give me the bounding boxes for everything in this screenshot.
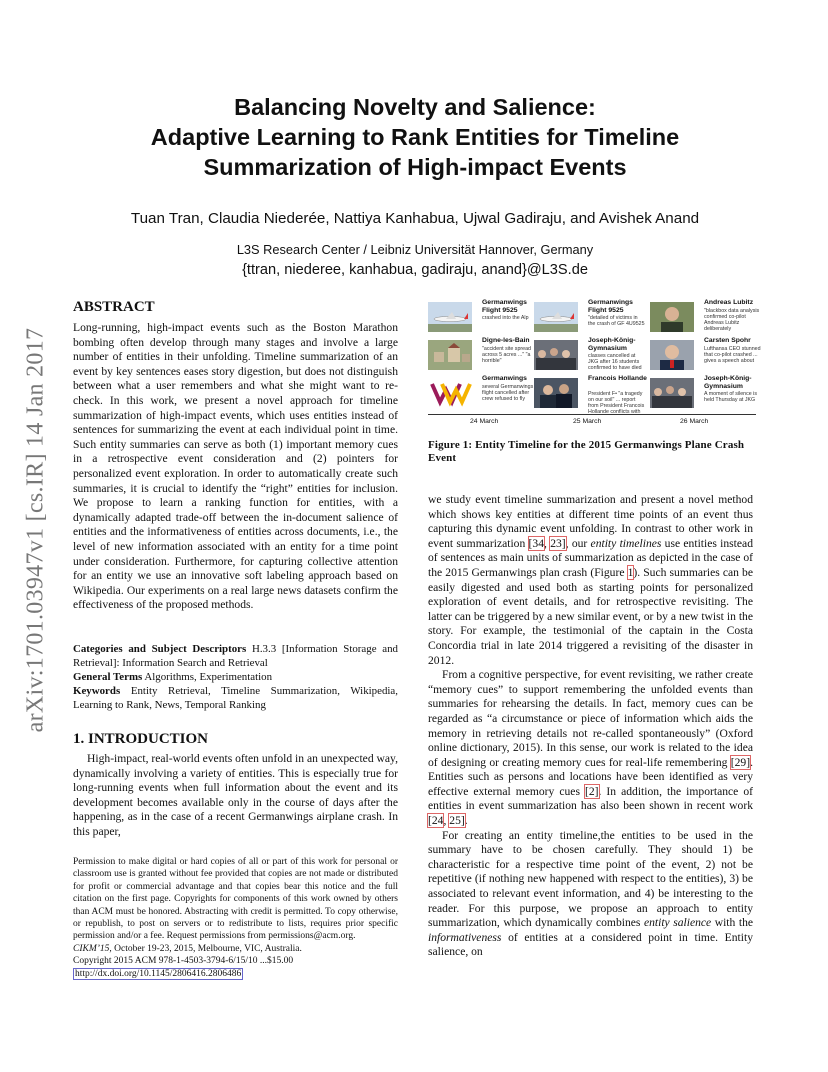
entity-name: Francois Hollande: [588, 375, 647, 382]
entity-thumbnail-logo: [428, 378, 472, 408]
entity-snippet: crashed into the Alp: [482, 315, 529, 321]
venue-text: October 19-23, 2015, Melbourne, VIC, Australia.: [111, 943, 302, 954]
citation-23[interactable]: 23]: [550, 536, 566, 550]
date-label-26: 26 March: [680, 418, 709, 425]
authors: Tuan Tran, Claudia Niederée, Nattiya Kanhabua, Ujwal Gadiraju, and Avishek Anand: [130, 210, 700, 227]
entity-snippet: President F• "a tragedy on our soil" ... report from President Francois Hollande conflicts with: [588, 391, 645, 415]
title-line-3: Summarization of High-impact Events: [203, 154, 627, 180]
entity-snippet: Lufthansa CEO stunned that co-pilot crashed ... gives a speech about: [704, 346, 761, 364]
categories-label: Categories and Subject Descriptors: [73, 643, 247, 655]
keywords-line: [73, 684, 398, 712]
entity-name: Germanwings: [482, 375, 527, 382]
entity-thumbnail-plane: [428, 302, 472, 332]
entity-name: Andreas Lubitz: [704, 299, 754, 306]
emphasis-informativeness: informativeness: [428, 930, 502, 944]
entity-card: [428, 298, 536, 336]
venue-label: CIKM’15,: [73, 943, 112, 954]
entity-thumbnail-person2: [650, 340, 694, 370]
keywords-label: Keywords: [73, 685, 121, 697]
categories-block: [73, 642, 398, 712]
entity-card: [650, 298, 758, 336]
entity-card: [650, 336, 761, 374]
emails: {ttran, niederee, kanhabua, gadiraju, anand}@L3S.de: [242, 262, 588, 278]
keywords-text: Entity Retrieval, Timeline Summarization, Wikipedia, Learning to Rank, News, Temporal Ranking: [73, 685, 398, 711]
entity-thumbnail-crowd: [534, 340, 578, 370]
entity-card: [650, 374, 758, 412]
paragraph-1: we study event timeline summarization and present a novel method which shows key entities at different time points of an event thus capturing this dynamic event unfolding. In contrast to other work in event summarization [34, 23], our entity timelines use entities instead of sentences as main units of summarization as depicted in the case of the 2015 Germanwings plan crash (Figure 1). Such summaries can be easily digested and used both as starting points for personalized exploration of event details, and for retrospective revisiting. The latter can be triggered by a new similar event, or by a new twist in the story. For example, the testimonial of the captain in the Costa Concordia trial in late 2014 triggered a revisiting of the disaster in 2012.: [428, 493, 753, 667]
entity-snippet: "detailed of victims in the crash of GF 4U9525: [588, 315, 645, 327]
figure-caption: Figure 1: Entity Timeline for the 2015 Germanwings Plane Crash Event: [428, 439, 745, 465]
abstract-text: Long-running, high-impact events such as the Boston Marathon bombing often develop through many stages and involve a large number of entities in their unfolding. Timeline summarization of an event by key sentences eases story digestion, but does not distinguish between what a user remembers and what she might want to re-check. In this work, we present a novel approach for timeline summarization of high-impact events, which uses entities instead of sentences for summarizing the event at each individual point in time. Such entity summaries can serve as both (1) important memory cues in a retrospective event consideration and (2) pointers for personalized event exploration. In order to automatically create such summaries, it is crucial to identify the “right” entities for inclusion. We propose to learn a ranking function for entities, with a dynamically adapted trade-off between the in-document salience of entities and the informativeness of entities across documents, i.e., the level of new information associated with an entity for a time point under consideration. Furthermore, for capturing collective attention for an entity we use an innovative soft labeling approach based on Wikipedia. Our experiments on a real large news datasets confirm the effectiveness of the proposed methods.: [73, 321, 398, 612]
emphasis-entity-timelines: entity timelines: [590, 536, 662, 550]
entity-thumbnail-person: [650, 302, 694, 332]
date-label-24: 24 March: [470, 418, 499, 425]
citation-34[interactable]: [34: [528, 536, 545, 550]
entity-snippet: "blackbox data analysis confirmed co-pilot Andreas Lubitz deliberately: [704, 308, 760, 332]
entity-card: [428, 336, 536, 374]
entity-name: Joseph-König-Gymnasium: [588, 337, 636, 352]
permission-footnote: [73, 856, 398, 980]
entity-card: [534, 374, 647, 415]
title-line-1: Balancing Novelty and Salience:: [234, 94, 596, 120]
abstract-heading: ABSTRACT: [73, 299, 155, 315]
entity-thumbnail-people: [534, 378, 578, 408]
entity-thumbnail-town: [428, 340, 472, 370]
general-terms-line: [73, 670, 398, 684]
entity-card: [534, 298, 645, 336]
entity-name: Digne-les-Bain: [482, 337, 530, 344]
citation-25[interactable]: 25]: [449, 814, 465, 828]
categories-text: H.3.3 [Information Storage and Retrieval]: Information Search and Retrieval: [73, 643, 398, 669]
entity-card: [428, 374, 536, 412]
citation-24[interactable]: [24: [428, 814, 444, 828]
entity-card: [534, 336, 642, 374]
entity-snippet: several Germanwings flight cancelled after crew refused to fly: [482, 384, 534, 402]
entity-snippet: "accident site spread across 5 acres ..." "a horrible": [482, 346, 531, 364]
venue-line: [73, 943, 398, 955]
copyright-line: Copyright 2015 ACM 978-1-4503-3794-6/15/10 ...$15.00: [73, 956, 294, 967]
entity-timeline-figure: [428, 298, 761, 426]
entity-name: Carsten Spohr: [704, 337, 751, 344]
right-column-text: [428, 493, 753, 960]
paragraph-2: From a cognitive perspective, for event revisiting, we rather create “memory cues” to support remembering the unfolded events than summaries for rehearsing the details. In fact, memory cues can be regarded as “a circumstance or piece of information which aids the memory in retrieving details not re-called spontaneously” (Oxford online dictionary, 2015). In this sense, our work is related to the idea of designing or creating memory cues for real-life remembering [29]. Entities such as persons and locations have been identified as very effective external memory cues [2]. In addition, the importance of entities in event summarization has also been shown in recent work [24, 25].: [428, 668, 753, 828]
doi-link[interactable]: http://dx.doi.org/10.1145/2806416.2806486: [75, 968, 242, 979]
intro-text: High-impact, real-world events often unfold in an unexpected way, dynamically involving a variety of entities. This is especially true for long-running events when full information about the event and its development becomes available only in the course of days after the happening, as in the case of a recent Germanwings airplane crash. In this paper,: [73, 752, 398, 838]
paper-title: [80, 92, 750, 182]
categories-line: [73, 642, 398, 670]
entity-thumbnail-crowd: [650, 378, 694, 408]
entity-snippet: classes cancelled at JKG after 16 students confirmed to have died: [588, 353, 642, 371]
general-terms-text: Algorithms, Experimentation: [142, 671, 273, 683]
entity-name: Germanwings Flight 9525: [588, 299, 633, 314]
entity-snippet: A moment of silence is held Thursday at JKG: [704, 391, 757, 403]
arxiv-stamp: [14, 300, 58, 760]
entity-thumbnail-plane: [534, 302, 578, 332]
title-line-2: Adaptive Learning to Rank Entities for Timeline: [150, 124, 680, 150]
citation-29[interactable]: [29]: [730, 755, 751, 769]
intro-heading: 1. INTRODUCTION: [73, 731, 209, 747]
permission-text: Permission to make digital or hard copies of all or part of this work for personal or classroom use is granted without fee provided that copies are not made or distributed for profit or commercial advantage and that copies bear this notice and the full citation on the first page. Copyrights for components of this work owned by others than ACM must be honored. Abstracting with credit is permitted. To copy otherwise, or republish, to post on servers or to redistribute to lists, requires prior specific permission and/or a fee. Request permissions from permissions@acm.org.: [73, 857, 398, 942]
timeline-axis: [428, 414, 756, 415]
affiliation: L3S Research Center / Leibniz Universität Hannover, Germany: [236, 242, 594, 257]
date-label-25: 25 March: [573, 418, 602, 425]
arxiv-stamp-text: arXiv:1701.03947v1 [cs.IR] 14 Jan 2017: [22, 327, 49, 733]
entity-name: Joseph-König-Gymnasium: [704, 375, 752, 390]
paragraph-3: For creating an entity timeline,the entities to be used in the summary have to be chosen carefully. They should 1) be characteristic for a respective time point of the event, 2) not be repetitive (if nothing new happened with respect to the entities), 3) be associated to relevant event information, and 4) be interesting to the reader. For this purpose, we propose an approach to entity summarization, which dynamically combines entity salience with the informativeness of entities at a considered point in time. Entity salience, on: [428, 828, 754, 959]
entity-name: Germanwings Flight 9525: [482, 299, 527, 314]
figure-1-link[interactable]: 1: [627, 565, 634, 579]
emphasis-entity-salience: entity salience: [643, 916, 712, 930]
citation-2[interactable]: [2]: [584, 784, 599, 798]
general-terms-label: General Terms: [73, 671, 143, 683]
